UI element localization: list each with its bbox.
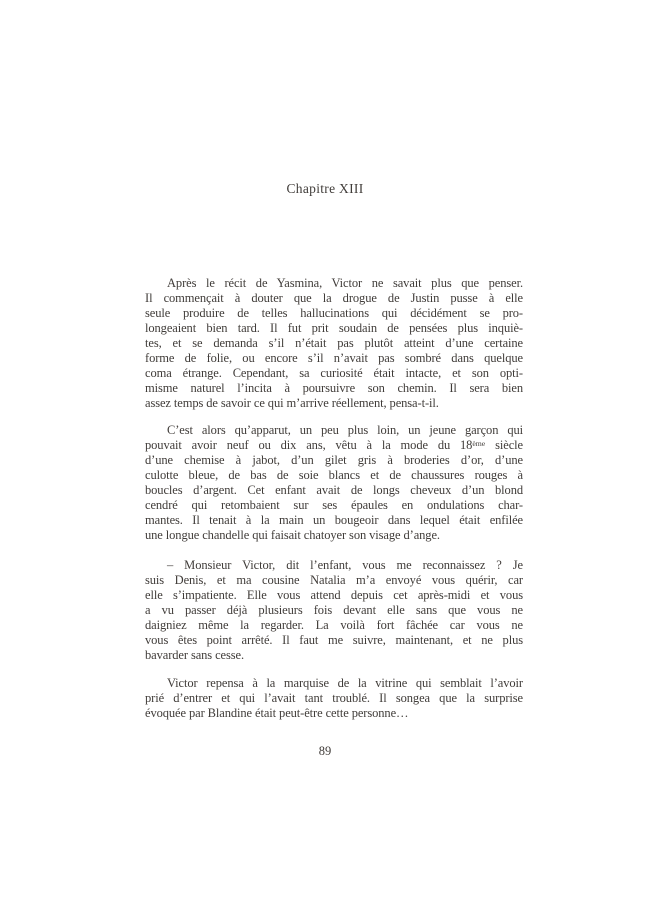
text-line: suis Denis, et ma cousine Natalia m’a envoyé vous quérir, car — [145, 573, 523, 587]
text-line: – Monsieur Victor, dit l’enfant, vous me reconnaissez ? Je — [167, 558, 523, 572]
text-line: coma étrange. Cependant, sa curiosité était intacte, et son opti- — [145, 366, 523, 380]
text-line: culotte bleue, de bas de soie blancs et de chaussures rouges à — [145, 468, 523, 482]
text-line: bavarder sans cesse. — [145, 648, 244, 662]
text-line: boucles d’argent. Cet enfant avait de longs cheveux d’un blond — [145, 483, 523, 497]
superscript-ordinal: ème — [472, 438, 486, 448]
text-line: tes, et se demanda s’il n’était pas plutôt atteint d’une certaine — [145, 336, 523, 350]
line-part: siècle — [485, 438, 523, 452]
paragraph-1 — [145, 276, 523, 411]
text-line: Il commençait à douter que la drogue de Justin pusse à elle — [145, 291, 523, 305]
text-line: vous êtes point arrêté. Il faut me suivre, maintenant, et ne plus — [145, 633, 523, 647]
text-line: d’une chemise à jabot, d’un gilet gris à broderies d’or, d’une — [145, 453, 523, 467]
chapter-heading: Chapitre XIII — [286, 181, 364, 196]
text-line: elle s’impatiente. Elle vous attend depuis cet après-midi et vous — [145, 588, 523, 602]
text-line: prié d’entrer et qui l’avait tant troublé. Il songea que la surprise — [145, 691, 523, 705]
text-line: daigniez même la regarder. La voilà fort fâchée car vous ne — [145, 618, 523, 632]
text-line: longeaient bien tard. Il fut prit soudain de pensées plus inquiè- — [145, 321, 523, 335]
text-line: Après le récit de Yasmina, Victor ne savait plus que penser. — [167, 276, 523, 290]
text-line: assez temps de savoir ce qui m’arrive réellement, pensa-t-il. — [145, 396, 439, 410]
text-line: seule produire de telles hallucinations qui décidément se pro- — [145, 306, 523, 320]
text-line-with-superscript — [145, 438, 523, 453]
line-part: pouvait avoir neuf ou dix ans, vêtu à la mode du 18 — [145, 438, 473, 452]
text-line: mantes. Il tenait à la main un bougeoir dans lequel était enfilée — [145, 513, 523, 527]
text-line: forme de folie, ou encore s’il n’avait pas sombré dans quelque — [145, 351, 523, 365]
paragraph-4 — [145, 676, 523, 721]
paragraph-3-dialogue — [145, 558, 523, 663]
text-line: une longue chandelle qui faisait chatoyer son visage d’ange. — [145, 528, 440, 542]
text-line: misme naturel l’incita à poursuivre son chemin. Il sera bien — [145, 381, 523, 395]
paragraph-2 — [145, 423, 523, 543]
page-number: 89 — [318, 744, 332, 758]
text-line: évoquée par Blandine était peut-être cette personne… — [145, 706, 409, 720]
text-line: cendré qui retombaient sur ses épaules en ondulations char- — [145, 498, 523, 512]
text-line: C’est alors qu’apparut, un peu plus loin, un jeune garçon qui — [167, 423, 523, 437]
text-line: Victor repensa à la marquise de la vitrine qui semblait l’avoir — [167, 676, 523, 690]
text-line: a vu passer déjà plusieurs fois devant elle sans que vous ne — [145, 603, 523, 617]
